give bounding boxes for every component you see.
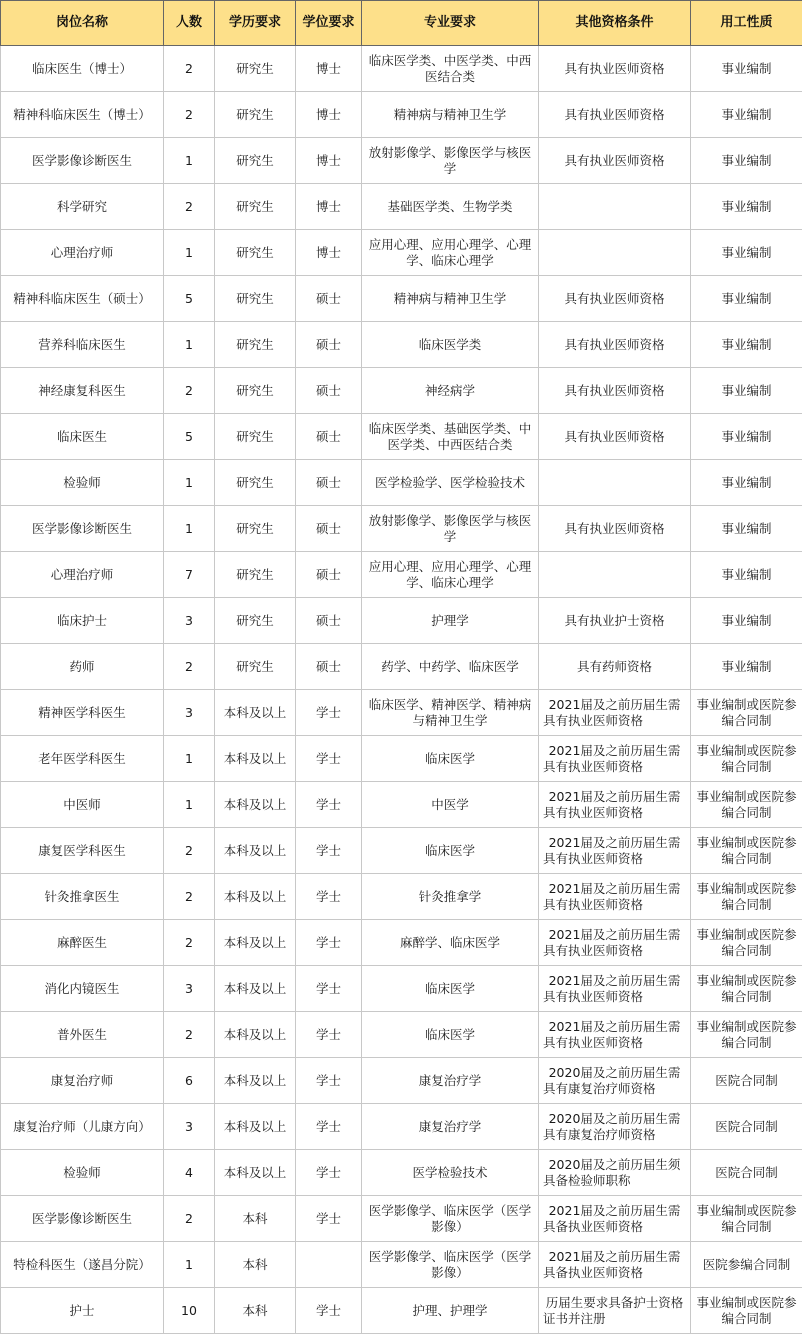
- table-row: [1, 920, 802, 966]
- cell-education: 研究生: [215, 644, 296, 690]
- cell-qualification: 2020届及之前历届生需具有康复治疗师资格: [539, 1058, 691, 1104]
- cell-employment-type: 事业编制或医院参编合同制: [691, 828, 802, 874]
- cell-degree: 硕士: [296, 598, 362, 644]
- cell-degree: 学士: [296, 1012, 362, 1058]
- cell-degree: 硕士: [296, 276, 362, 322]
- cell-employment-type: 事业编制或医院参编合同制: [691, 920, 802, 966]
- cell-count: 2: [164, 1196, 215, 1242]
- cell-position: 老年医学科医生: [1, 736, 164, 782]
- cell-position: 检验师: [1, 1150, 164, 1196]
- cell-education: 研究生: [215, 92, 296, 138]
- cell-major: 精神病与精神卫生学: [362, 92, 539, 138]
- table-row: [1, 644, 802, 690]
- cell-education: 本科: [215, 1196, 296, 1242]
- cell-count: 2: [164, 92, 215, 138]
- cell-qualification: 2021届及之前历届生需具备执业医师资格: [539, 1196, 691, 1242]
- cell-employment-type: 事业编制: [691, 276, 802, 322]
- cell-education: 本科及以上: [215, 736, 296, 782]
- cell-count: 1: [164, 230, 215, 276]
- cell-degree: 硕士: [296, 460, 362, 506]
- cell-major: 应用心理、应用心理学、心理学、临床心理学: [362, 552, 539, 598]
- table-row: [1, 1012, 802, 1058]
- table-row: [1, 1058, 802, 1104]
- cell-education: 本科及以上: [215, 1150, 296, 1196]
- cell-count: 2: [164, 368, 215, 414]
- header-education: 学历要求: [215, 1, 296, 46]
- cell-degree: 学士: [296, 690, 362, 736]
- cell-degree: 学士: [296, 874, 362, 920]
- cell-education: 本科及以上: [215, 874, 296, 920]
- table-row: [1, 782, 802, 828]
- cell-employment-type: 事业编制: [691, 138, 802, 184]
- cell-qualification: [539, 184, 691, 230]
- cell-employment-type: 事业编制或医院参编合同制: [691, 690, 802, 736]
- cell-employment-type: 事业编制: [691, 368, 802, 414]
- cell-qualification: 具有执业医师资格: [539, 276, 691, 322]
- cell-degree: 硕士: [296, 552, 362, 598]
- cell-employment-type: 事业编制: [691, 92, 802, 138]
- cell-major: 护理学: [362, 598, 539, 644]
- cell-education: 本科: [215, 1242, 296, 1288]
- cell-position: 心理治疗师: [1, 552, 164, 598]
- cell-degree: 学士: [296, 828, 362, 874]
- cell-employment-type: 事业编制或医院参编合同制: [691, 736, 802, 782]
- cell-major: 放射影像学、影像医学与核医学: [362, 138, 539, 184]
- table-row: [1, 736, 802, 782]
- cell-position: 医学影像诊断医生: [1, 1196, 164, 1242]
- cell-position: 医学影像诊断医生: [1, 138, 164, 184]
- table-row: [1, 1288, 802, 1334]
- cell-education: 研究生: [215, 230, 296, 276]
- cell-education: 本科及以上: [215, 920, 296, 966]
- cell-position: 康复治疗师（儿康方向）: [1, 1104, 164, 1150]
- cell-employment-type: 事业编制: [691, 644, 802, 690]
- table-row: [1, 276, 802, 322]
- cell-education: 本科: [215, 1288, 296, 1334]
- cell-employment-type: 医院合同制: [691, 1058, 802, 1104]
- cell-major: 临床医学: [362, 966, 539, 1012]
- table-row: [1, 230, 802, 276]
- cell-count: 1: [164, 460, 215, 506]
- cell-count: 4: [164, 1150, 215, 1196]
- header-employment-type: 用工性质: [691, 1, 802, 46]
- cell-qualification: [539, 460, 691, 506]
- cell-count: 2: [164, 828, 215, 874]
- cell-employment-type: 事业编制或医院参编合同制: [691, 1288, 802, 1334]
- table-row: [1, 368, 802, 414]
- table-row: [1, 46, 802, 92]
- cell-employment-type: 事业编制或医院参编合同制: [691, 782, 802, 828]
- table-row: [1, 828, 802, 874]
- cell-education: 本科及以上: [215, 690, 296, 736]
- cell-qualification: [539, 552, 691, 598]
- cell-position: 精神科临床医生（博士）: [1, 92, 164, 138]
- cell-count: 5: [164, 414, 215, 460]
- header-qualification: 其他资格条件: [539, 1, 691, 46]
- cell-count: 1: [164, 1242, 215, 1288]
- cell-degree: 博士: [296, 230, 362, 276]
- cell-position: 护士: [1, 1288, 164, 1334]
- cell-qualification: 具有执业医师资格: [539, 46, 691, 92]
- cell-employment-type: 事业编制: [691, 184, 802, 230]
- cell-education: 研究生: [215, 276, 296, 322]
- cell-employment-type: 事业编制: [691, 322, 802, 368]
- table-row: [1, 874, 802, 920]
- cell-major: 医学检验学、医学检验技术: [362, 460, 539, 506]
- cell-position: 科学研究: [1, 184, 164, 230]
- cell-qualification: 2021届及之前历届生需具有执业医师资格: [539, 736, 691, 782]
- cell-qualification: 2021届及之前历届生需具有执业医师资格: [539, 1012, 691, 1058]
- cell-employment-type: 事业编制: [691, 506, 802, 552]
- table-row: [1, 138, 802, 184]
- cell-employment-type: 事业编制: [691, 598, 802, 644]
- cell-position: 神经康复科医生: [1, 368, 164, 414]
- cell-count: 1: [164, 736, 215, 782]
- header-degree: 学位要求: [296, 1, 362, 46]
- cell-major: 麻醉学、临床医学: [362, 920, 539, 966]
- cell-position: 营养科临床医生: [1, 322, 164, 368]
- cell-education: 本科及以上: [215, 1104, 296, 1150]
- cell-qualification: 2020届及之前历届生须具备检验师职称: [539, 1150, 691, 1196]
- cell-education: 研究生: [215, 138, 296, 184]
- cell-count: 3: [164, 690, 215, 736]
- cell-education: 研究生: [215, 552, 296, 598]
- cell-qualification: 具有药师资格: [539, 644, 691, 690]
- table-row: [1, 966, 802, 1012]
- cell-count: 3: [164, 1104, 215, 1150]
- cell-count: 3: [164, 598, 215, 644]
- table-row: [1, 506, 802, 552]
- cell-qualification: 具有执业医师资格: [539, 138, 691, 184]
- cell-qualification: 2021届及之前历届生需具备执业医师资格: [539, 1242, 691, 1288]
- cell-employment-type: 事业编制: [691, 414, 802, 460]
- cell-employment-type: 事业编制或医院参编合同制: [691, 966, 802, 1012]
- cell-position: 精神医学科医生: [1, 690, 164, 736]
- cell-position: 麻醉医生: [1, 920, 164, 966]
- cell-count: 2: [164, 874, 215, 920]
- cell-position: 特检科医生（遂昌分院）: [1, 1242, 164, 1288]
- cell-count: 2: [164, 46, 215, 92]
- cell-count: 1: [164, 506, 215, 552]
- cell-qualification: 2021届及之前历届生需具有执业医师资格: [539, 874, 691, 920]
- cell-education: 本科及以上: [215, 782, 296, 828]
- cell-position: 针灸推拿医生: [1, 874, 164, 920]
- cell-education: 研究生: [215, 184, 296, 230]
- cell-employment-type: 事业编制: [691, 230, 802, 276]
- cell-major: 针灸推拿学: [362, 874, 539, 920]
- cell-qualification: 历届生要求具备护士资格证书并注册: [539, 1288, 691, 1334]
- cell-qualification: 2020届及之前历届生需具有康复治疗师资格: [539, 1104, 691, 1150]
- cell-count: 3: [164, 966, 215, 1012]
- cell-education: 本科及以上: [215, 828, 296, 874]
- cell-major: 临床医学类、基础医学类、中医学类、中西医结合类: [362, 414, 539, 460]
- cell-employment-type: 医院参编合同制: [691, 1242, 802, 1288]
- cell-degree: [296, 1242, 362, 1288]
- cell-qualification: 具有执业护士资格: [539, 598, 691, 644]
- cell-qualification: 具有执业医师资格: [539, 506, 691, 552]
- header-row: [1, 1, 802, 46]
- header-major: 专业要求: [362, 1, 539, 46]
- table-row: [1, 1104, 802, 1150]
- cell-education: 研究生: [215, 414, 296, 460]
- cell-major: 基础医学类、生物学类: [362, 184, 539, 230]
- cell-major: 临床医学: [362, 736, 539, 782]
- cell-qualification: 2021届及之前历届生需具有执业医师资格: [539, 690, 691, 736]
- cell-qualification: 2021届及之前历届生需具有执业医师资格: [539, 828, 691, 874]
- table-row: [1, 1150, 802, 1196]
- cell-count: 1: [164, 782, 215, 828]
- cell-count: 1: [164, 138, 215, 184]
- cell-position: 普外医生: [1, 1012, 164, 1058]
- cell-degree: 学士: [296, 966, 362, 1012]
- cell-major: 药学、中药学、临床医学: [362, 644, 539, 690]
- cell-degree: 学士: [296, 1058, 362, 1104]
- cell-major: 临床医学类、中医学类、中西医结合类: [362, 46, 539, 92]
- cell-degree: 学士: [296, 1104, 362, 1150]
- cell-major: 临床医学、精神医学、精神病与精神卫生学: [362, 690, 539, 736]
- cell-major: 护理、护理学: [362, 1288, 539, 1334]
- cell-employment-type: 事业编制: [691, 46, 802, 92]
- cell-count: 2: [164, 1012, 215, 1058]
- cell-employment-type: 医院合同制: [691, 1150, 802, 1196]
- cell-major: 医学检验技术: [362, 1150, 539, 1196]
- cell-degree: 博士: [296, 92, 362, 138]
- header-position: 岗位名称: [1, 1, 164, 46]
- cell-position: 消化内镜医生: [1, 966, 164, 1012]
- cell-position: 中医师: [1, 782, 164, 828]
- cell-major: 康复治疗学: [362, 1104, 539, 1150]
- cell-qualification: [539, 230, 691, 276]
- cell-major: 应用心理、应用心理学、心理学、临床心理学: [362, 230, 539, 276]
- cell-major: 医学影像学、临床医学（医学影像）: [362, 1196, 539, 1242]
- table-row: [1, 1242, 802, 1288]
- table-row: [1, 552, 802, 598]
- cell-education: 研究生: [215, 598, 296, 644]
- cell-count: 2: [164, 184, 215, 230]
- cell-degree: 学士: [296, 782, 362, 828]
- cell-major: 康复治疗学: [362, 1058, 539, 1104]
- cell-position: 临床护士: [1, 598, 164, 644]
- cell-degree: 硕士: [296, 506, 362, 552]
- cell-major: 精神病与精神卫生学: [362, 276, 539, 322]
- cell-qualification: 具有执业医师资格: [539, 368, 691, 414]
- cell-education: 研究生: [215, 368, 296, 414]
- table-body: [1, 46, 802, 1334]
- cell-employment-type: 事业编制: [691, 552, 802, 598]
- cell-degree: 博士: [296, 138, 362, 184]
- cell-major: 临床医学类: [362, 322, 539, 368]
- cell-employment-type: 事业编制: [691, 460, 802, 506]
- cell-employment-type: 事业编制或医院参编合同制: [691, 1012, 802, 1058]
- cell-count: 7: [164, 552, 215, 598]
- cell-education: 研究生: [215, 46, 296, 92]
- cell-qualification: 2021届及之前历届生需具有执业医师资格: [539, 966, 691, 1012]
- cell-major: 中医学: [362, 782, 539, 828]
- cell-count: 6: [164, 1058, 215, 1104]
- cell-count: 2: [164, 644, 215, 690]
- cell-count: 2: [164, 920, 215, 966]
- table-row: [1, 92, 802, 138]
- cell-position: 药师: [1, 644, 164, 690]
- cell-major: 临床医学: [362, 828, 539, 874]
- cell-employment-type: 事业编制或医院参编合同制: [691, 874, 802, 920]
- cell-degree: 博士: [296, 46, 362, 92]
- cell-position: 心理治疗师: [1, 230, 164, 276]
- cell-degree: 学士: [296, 1196, 362, 1242]
- cell-count: 5: [164, 276, 215, 322]
- cell-qualification: 具有执业医师资格: [539, 322, 691, 368]
- cell-position: 临床医生（博士）: [1, 46, 164, 92]
- cell-major: 神经病学: [362, 368, 539, 414]
- cell-count: 10: [164, 1288, 215, 1334]
- cell-degree: 硕士: [296, 644, 362, 690]
- cell-degree: 硕士: [296, 368, 362, 414]
- cell-count: 1: [164, 322, 215, 368]
- table-row: [1, 690, 802, 736]
- cell-major: 放射影像学、影像医学与核医学: [362, 506, 539, 552]
- cell-degree: 硕士: [296, 322, 362, 368]
- cell-employment-type: 事业编制或医院参编合同制: [691, 1196, 802, 1242]
- table-row: [1, 322, 802, 368]
- cell-degree: 博士: [296, 184, 362, 230]
- cell-degree: 学士: [296, 920, 362, 966]
- cell-education: 本科及以上: [215, 1012, 296, 1058]
- cell-qualification: 2021届及之前历届生需具有执业医师资格: [539, 920, 691, 966]
- table-row: [1, 460, 802, 506]
- cell-degree: 学士: [296, 736, 362, 782]
- cell-education: 研究生: [215, 506, 296, 552]
- table-row: [1, 184, 802, 230]
- table-row: [1, 414, 802, 460]
- cell-employment-type: 医院合同制: [691, 1104, 802, 1150]
- cell-education: 研究生: [215, 460, 296, 506]
- cell-degree: 硕士: [296, 414, 362, 460]
- cell-position: 康复治疗师: [1, 1058, 164, 1104]
- cell-position: 医学影像诊断医生: [1, 506, 164, 552]
- cell-position: 检验师: [1, 460, 164, 506]
- cell-qualification: 2021届及之前历届生需具有执业医师资格: [539, 782, 691, 828]
- cell-education: 本科及以上: [215, 966, 296, 1012]
- cell-major: 临床医学: [362, 1012, 539, 1058]
- cell-qualification: 具有执业医师资格: [539, 92, 691, 138]
- header-count: 人数: [164, 1, 215, 46]
- cell-degree: 学士: [296, 1150, 362, 1196]
- table-row: [1, 1196, 802, 1242]
- cell-qualification: 具有执业医师资格: [539, 414, 691, 460]
- cell-position: 精神科临床医生（硕士）: [1, 276, 164, 322]
- cell-education: 研究生: [215, 322, 296, 368]
- cell-position: 康复医学科医生: [1, 828, 164, 874]
- cell-major: 医学影像学、临床医学（医学影像）: [362, 1242, 539, 1288]
- cell-position: 临床医生: [1, 414, 164, 460]
- cell-degree: 学士: [296, 1288, 362, 1334]
- table-row: [1, 598, 802, 644]
- cell-education: 本科及以上: [215, 1058, 296, 1104]
